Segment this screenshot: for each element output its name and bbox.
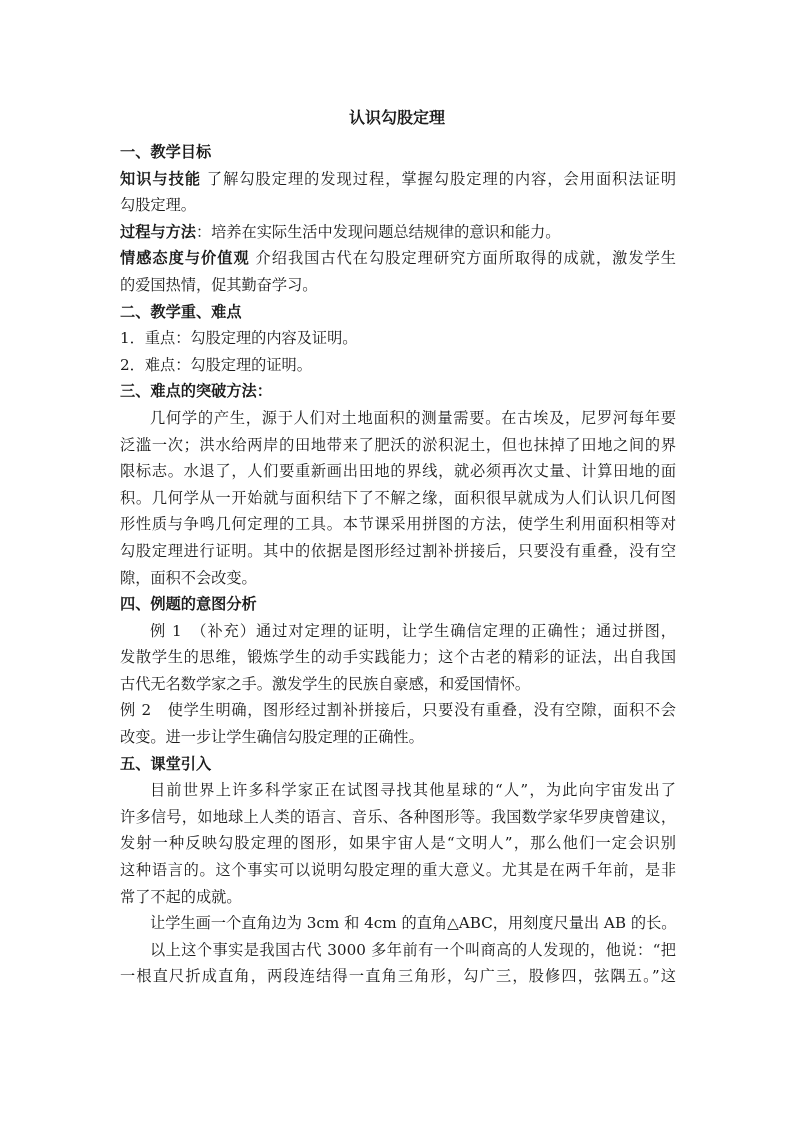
paragraph-line: 这种语言的。这个事实可以说明勾股定理的重大意义。尤其是在两千年前，是非 xyxy=(120,861,676,880)
knowledge-text: 了解勾股定理的发现过程，掌握勾股定理的内容，会用面积法证明 xyxy=(201,169,676,188)
paragraph-line: 一根直尺折成直角，两段连结得一直角三角形，勾广三，股修四，弦隅五。”这 xyxy=(120,967,676,986)
paragraph-line: 例 1 （补充）通过对定理的证明，让学生确信定理的正确性；通过拼图， xyxy=(150,621,676,640)
document-body xyxy=(120,139,676,990)
key-point-item: 2．难点：勾股定理的证明。 xyxy=(120,355,312,374)
paragraph-line: 例 2 使学生明确，图形经过割补拼接后，只要没有重叠，没有空隙，面积不会 xyxy=(120,701,676,720)
paragraph-line: 泛滥一次；洪水给两岸的田地带来了肥沃的淤积泥土，但也抹掉了田地之间的界 xyxy=(120,435,676,454)
section-heading-examples: 四、例题的意图分析 xyxy=(120,595,257,614)
knowledge-label: 知识与技能 xyxy=(120,169,202,188)
section-heading-goals: 一、教学目标 xyxy=(120,143,212,161)
section-heading-intro: 五、课堂引入 xyxy=(120,754,212,773)
paragraph-line: 让学生画一个直角边为 3cm 和 4cm 的直角△ABC，用刻度尺量出 AB 的长。 xyxy=(150,914,676,933)
paragraph-line: 隙，面积不会改变。 xyxy=(120,568,257,587)
page-title: 认识勾股定理 xyxy=(348,108,445,127)
paragraph-line: 发散学生的思维，锻炼学生的动手实践能力；这个古老的精彩的证法，出自我国 xyxy=(120,648,676,667)
paragraph-line: 积。几何学从一开始就与面积结下了不解之缘，面积很早就成为人们认识几何图 xyxy=(120,488,676,507)
paragraph-line: 以上这个事实是我国古代 3000 多年前有一个叫商高的人发现的，他说：“把 xyxy=(150,940,676,959)
emotion-label: 情感态度与价值观 xyxy=(120,249,250,268)
paragraph-line: 许多信号，如地球上人类的语言、音乐、各种图形等。我国数学家华罗庚曾建议， xyxy=(120,807,676,826)
knowledge-line-1 xyxy=(120,166,676,193)
section-heading-methods: 三、难点的突破方法： xyxy=(120,382,272,401)
paragraph-line: 勾股定理进行证明。其中的依据是图形经过割补拼接后，只要没有重叠，没有空 xyxy=(120,541,676,560)
paragraph-line: 改变。进一步让学生确信勾股定理的正确性。 xyxy=(120,728,424,747)
paragraph-line: 目前世界上许多科学家正在试图寻找其他星球的“人”，为此向宇宙发出了 xyxy=(150,781,676,800)
knowledge-line-2: 勾股定理。 xyxy=(120,196,196,215)
process-label: 过程与方法 xyxy=(120,222,196,241)
key-point-item: 1．重点：勾股定理的内容及证明。 xyxy=(120,329,358,348)
emotion-text: 介绍我国古代在勾股定理研究方面所取得的成就，激发学生 xyxy=(249,249,676,268)
paragraph-line: 常了不起的成就。 xyxy=(120,887,242,906)
emotion-line-2: 的爱国热情，促其勤奋学习。 xyxy=(120,275,318,294)
section-heading-key-points: 二、教学重、难点 xyxy=(120,302,242,321)
process-line xyxy=(120,219,676,246)
emotion-line-1 xyxy=(120,245,676,272)
process-text: ：培养在实际生活中发现问题总结规律的意识和能力。 xyxy=(195,222,561,241)
paragraph-line: 发射一种反映勾股定理的图形，如果宇宙人是“文明人”，那么他们一定会识别 xyxy=(120,834,676,853)
paragraph-line: 形性质与争鸣几何定理的工具。本节课采用拼图的方法，使学生利用面积相等对 xyxy=(120,515,676,534)
paragraph-line: 几何学的产生，源于人们对土地面积的测量需要。在古埃及，尼罗河每年要 xyxy=(150,408,676,427)
paragraph-line: 古代无名数学家之手。激发学生的民族自豪感，和爱国情怀。 xyxy=(120,674,531,693)
paragraph-line: 限标志。水退了，人们要重新画出田地的界线，就必须再次丈量、计算田地的面 xyxy=(120,462,676,481)
